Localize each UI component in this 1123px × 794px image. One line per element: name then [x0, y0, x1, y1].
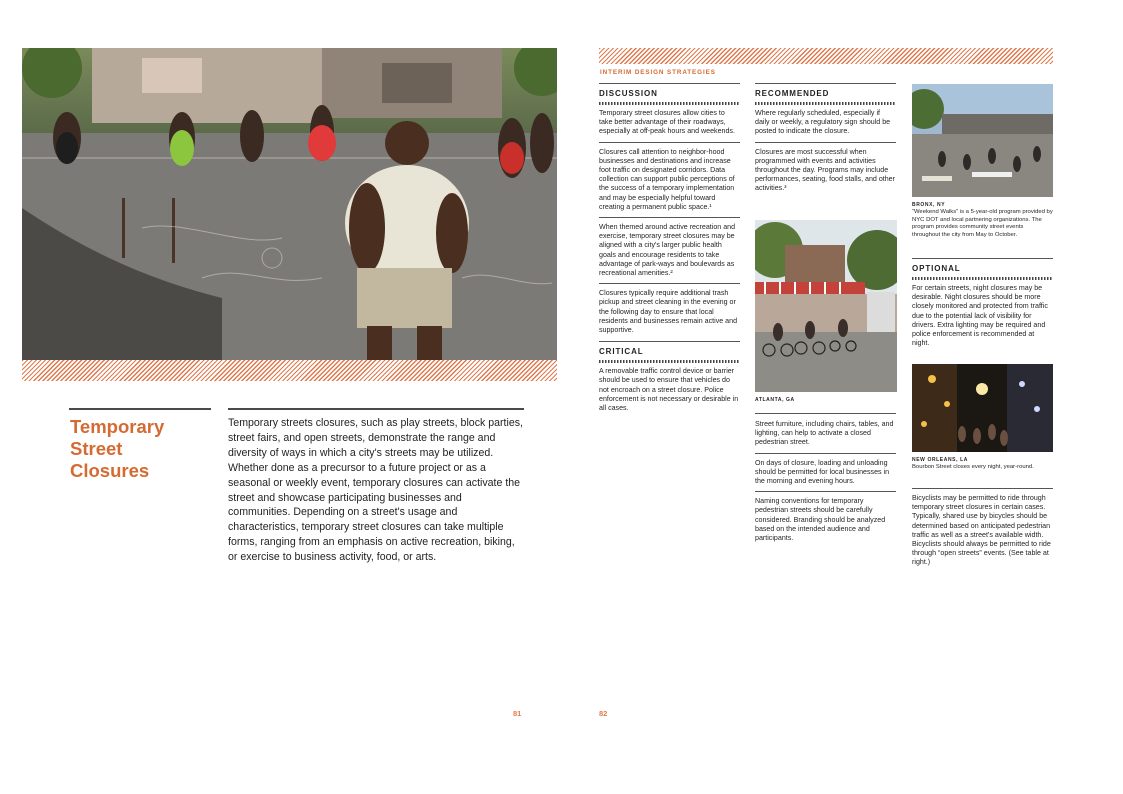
new-orleans-caption: Bourbon Street closes every night, year-round.: [912, 464, 1034, 470]
new-orleans-night-photo: [912, 364, 1053, 452]
recommended-paragraph: On days of closure, loading and unloading should be permitted for local businesses in the morning and evening hours.: [755, 458, 890, 486]
right-hatch-band: [599, 48, 1053, 64]
atlanta-cyclists-photo: [755, 220, 897, 392]
section-kicker: INTERIM DESIGN STRATEGIES: [600, 69, 716, 76]
optional-heading: OPTIONAL: [912, 264, 961, 273]
recommended-top-rule: [755, 83, 896, 84]
optional-paragraph: For certain streets, night closures may be desirable. Night closures should be more closely monitored and protected from traffic due to the potential lack of visibility for drivers. Extra lighting may be required and police enforcement is recommended at night.: [912, 284, 1048, 348]
left-hatch-band: [22, 360, 557, 381]
discussion-paragraph: When themed around active recreation and exercise, temporary street closures may be aligned with a city's larger public health goals and encourage residents to take advantage of park-ways and boulevards as recreational amenities.²: [599, 223, 736, 278]
bicycle-block: [912, 488, 1053, 568]
recommended-heading: RECOMMENDED: [755, 89, 830, 98]
discussion-heading: DISCUSSION: [599, 89, 658, 98]
paragraph-divider: [599, 283, 740, 284]
bronx-street-photo: [912, 84, 1053, 197]
paragraph-divider: [755, 142, 896, 143]
recommended-paragraph: Naming conventions for temporary pedestrian streets should be carefully considered. Branding should be analyzed based on the intended audience and participants.: [755, 497, 886, 543]
recommended-paragraph: Street furniture, including chairs, tables, and lighting, can help to activate a closed pedestrian street.: [755, 420, 894, 447]
paragraph-divider: [755, 491, 896, 492]
paragraph-divider: [599, 217, 740, 218]
paragraph-divider: [912, 488, 1053, 489]
discussion-column: [599, 83, 740, 413]
critical-top-rule: [599, 341, 740, 342]
recommended-dotted-rule: [755, 102, 896, 105]
discussion-dotted-rule: [599, 102, 740, 105]
recommended-column: [755, 83, 896, 194]
page-number-left: 81: [513, 709, 522, 718]
paragraph-divider: [755, 453, 896, 454]
new-orleans-caption-block: [912, 457, 1053, 472]
paragraph-divider: [755, 413, 896, 414]
page-title: Temporary Street Closures: [70, 416, 165, 481]
discussion-paragraph: Closures call attention to neighbor-hood businesses and destinations and increase foot traffic on designated corridors. Data collection can support public perceptions of the success of a temporary implementation and may be especially helpful toward creating a permanent public space.¹: [599, 147, 735, 211]
optional-top-rule: [912, 258, 1053, 259]
critical-dotted-rule: [599, 360, 740, 363]
atlanta-caption: ATLANTA, GA: [755, 397, 795, 403]
intro-paragraph: Temporary streets closures, such as play streets, block parties, street fairs, and open streets, demonstrate the range and diversity of ways in which a city's streets may be utilized. Whether done as a precursor to a future project or as a seasonal or weekly event, temporary closures can activate the street and showcase participating businesses and communities. Depending on a street's usage and characteristics, temporary street closures can take multiple forms, ranging from an emphasis on active recreation, biking, or exercise to business activity, food, or arts.: [228, 417, 523, 564]
paragraph-divider: [599, 142, 740, 143]
bicycle-paragraph: Bicyclists may be permitted to ride through temporary street closures in certain cases. Typically, shared use by bicycles should be determined based on anticipated pedestrian traffic as well as a street's available width. Bicyclists should always be permitted to ride through “open streets” events. (See table at right.): [912, 494, 1051, 567]
recommended-paragraph: Where regularly scheduled, especially if daily or weekly, a regulatory sign should be posted to indicate the closure.: [755, 109, 891, 136]
discussion-paragraph: Closures typically require additional trash pickup and street cleaning in the evening or the following day to ensure that local residents and businesses remain active and supportive.: [599, 289, 738, 335]
intro-rule: [228, 408, 524, 410]
discussion-paragraph: Temporary street closures allow cities to take better advantage of their roadways, especially at off-peak hours and weekends.: [599, 109, 735, 136]
recommended-paragraph: Closures are most successful when programmed with events and activities throughout the day. Programs may include performances, seating, food stalls, and other activities.³: [755, 147, 895, 193]
bronx-caption: “Weekend Walks” is a 5-year-old program provided by NYC DOT and local partnering organizations. The program provides community street events throughout the city from May to October.: [912, 209, 1053, 238]
optional-dotted-rule: [912, 277, 1053, 280]
optional-block: [912, 258, 1053, 348]
new-orleans-caption-head: NEW ORLEANS, LA: [912, 457, 968, 463]
title-rule: [69, 408, 211, 410]
dance-street-photo: [22, 48, 557, 360]
recommended-lower: [755, 413, 896, 543]
bronx-caption-block: [912, 202, 1053, 239]
discussion-top-rule: [599, 83, 740, 84]
bronx-caption-head: BRONX, NY: [912, 202, 946, 208]
critical-heading: CRITICAL: [599, 347, 644, 357]
page-number-right: 82: [599, 709, 608, 718]
critical-paragraph: A removable traffic control device or barrier should be used to ensure that vehicles do not encroach on a street closure. Police enforcement is not necessary or desirable in all cases.: [599, 367, 739, 413]
